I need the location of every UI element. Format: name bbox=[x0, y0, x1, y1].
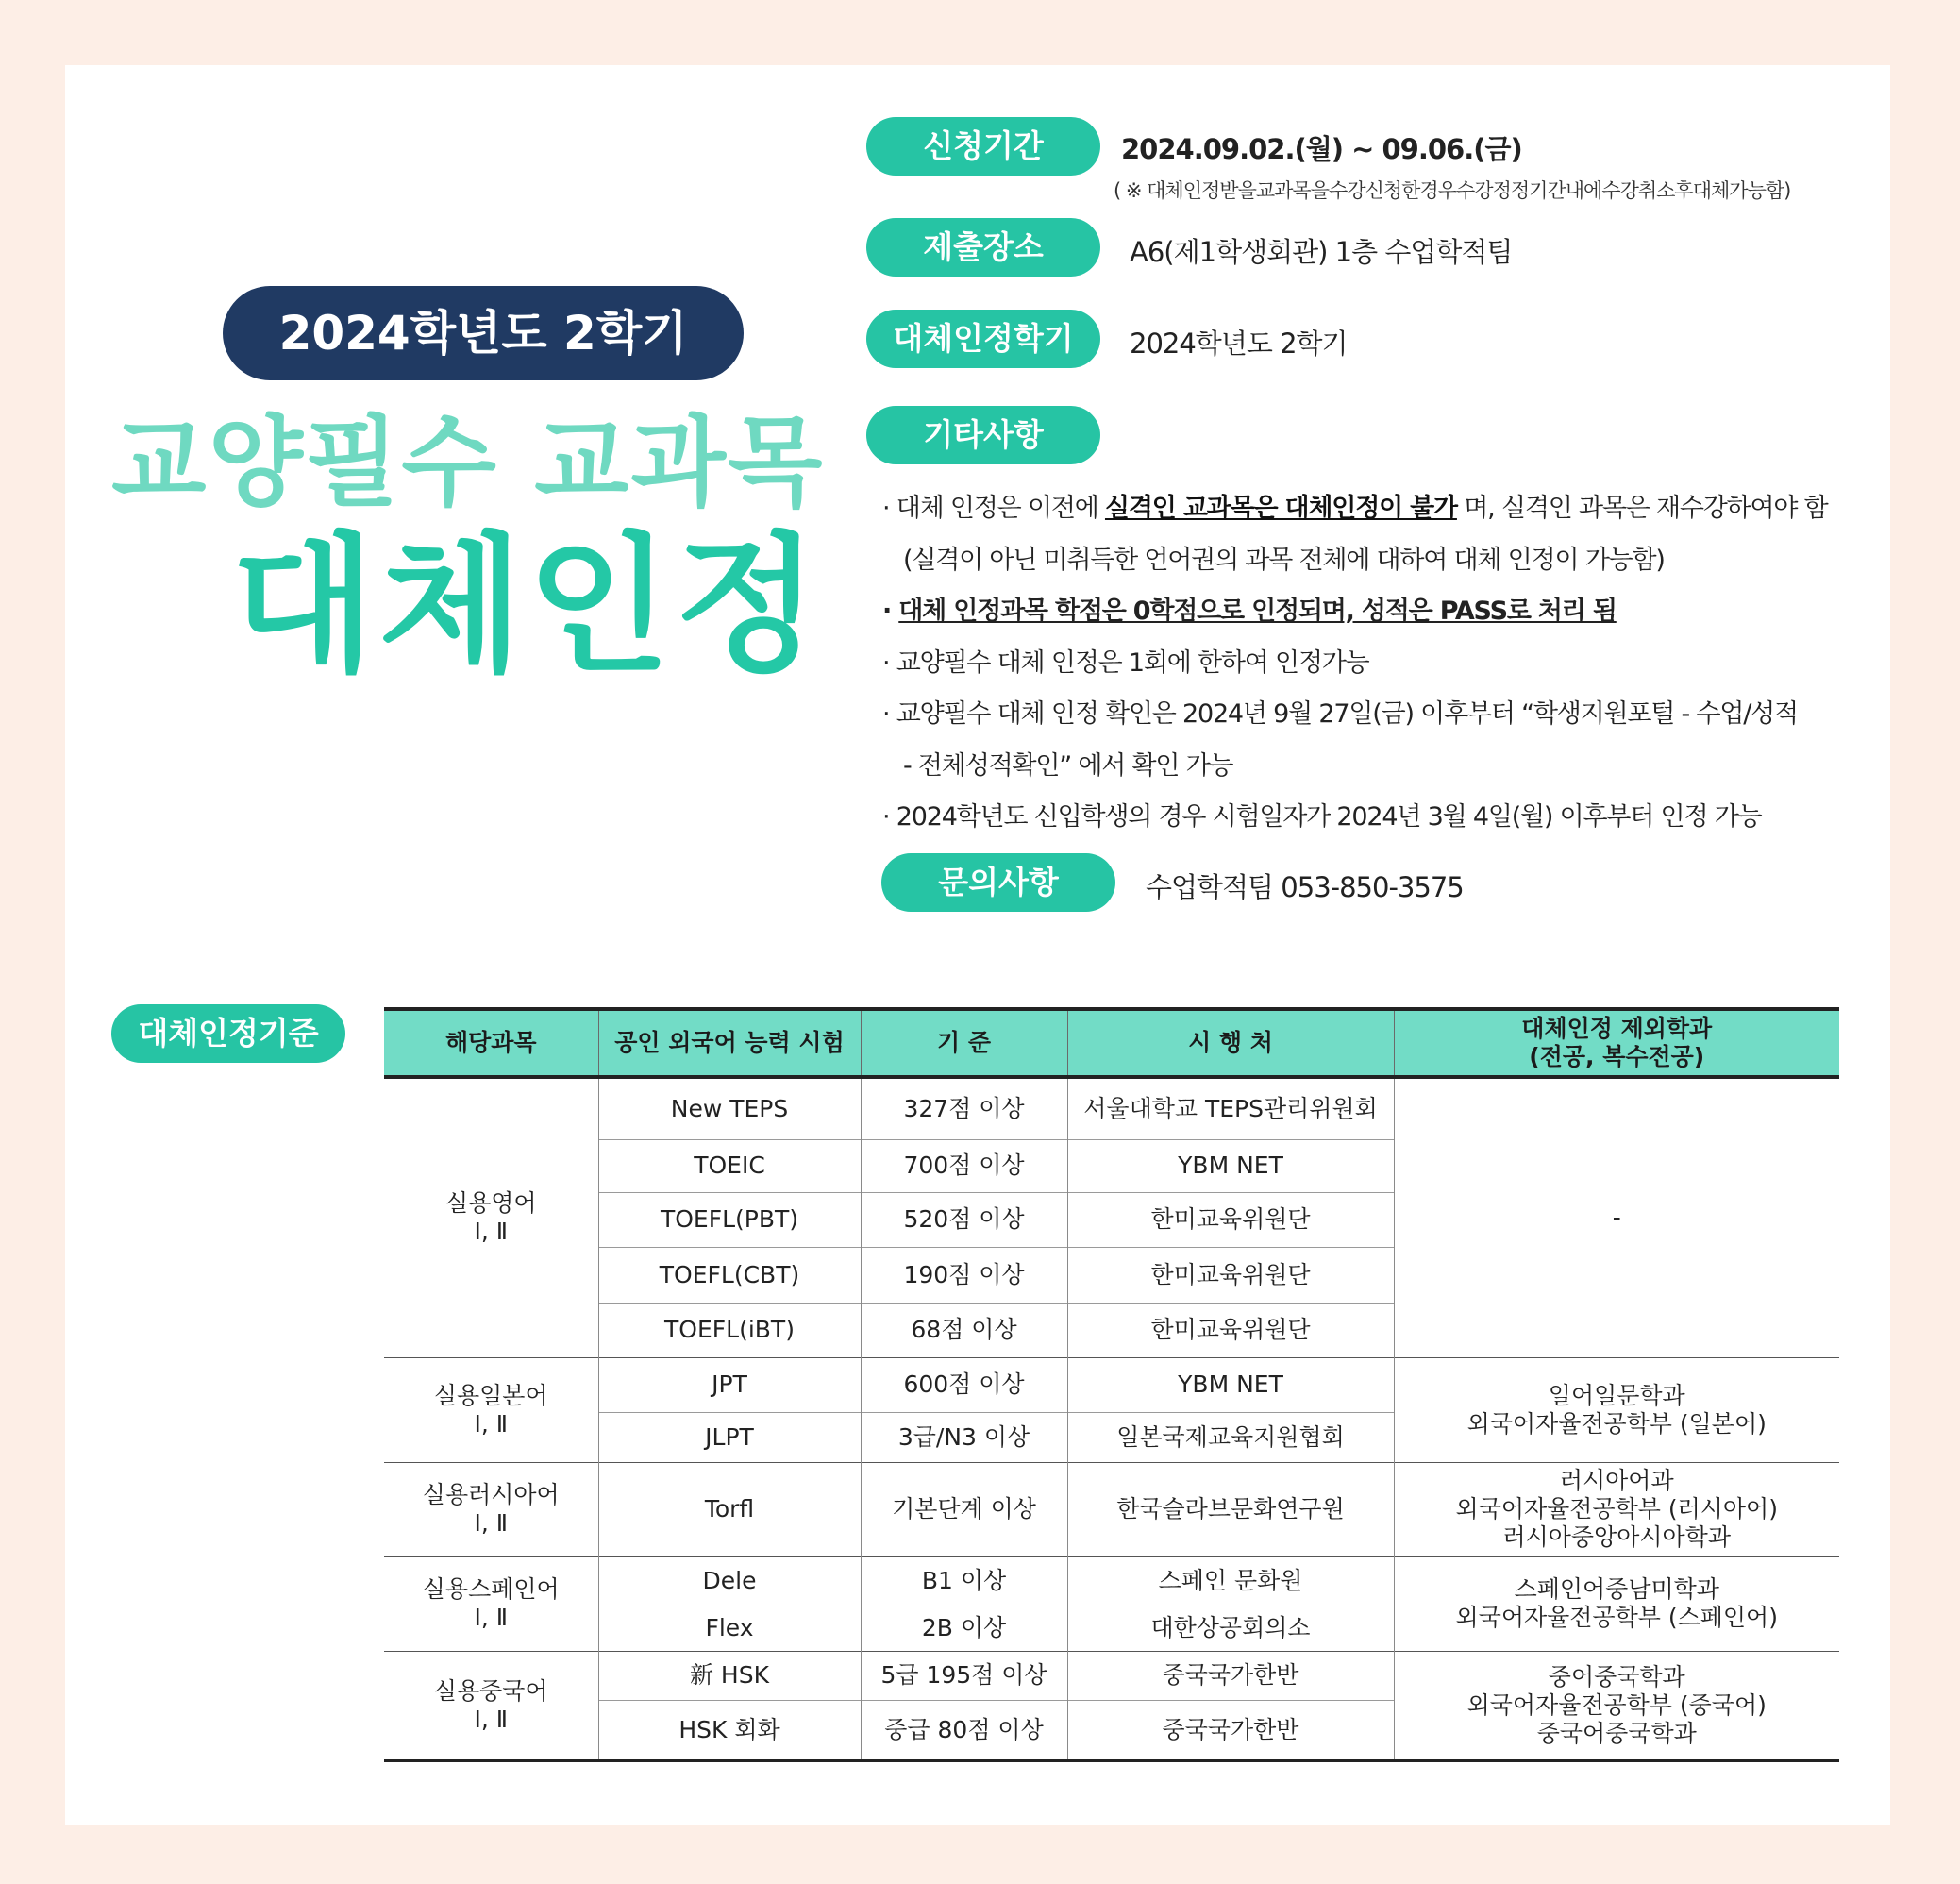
subject-chinese: 실용중국어 bbox=[433, 1676, 548, 1705]
exam-cell: 新 HSK bbox=[598, 1651, 861, 1700]
table-row bbox=[384, 1556, 1839, 1606]
criteria-cell: 5급 195점 이상 bbox=[861, 1651, 1067, 1700]
period-label-pill: 신청기간 bbox=[866, 117, 1100, 176]
criteria-cell: 중급 80점 이상 bbox=[861, 1700, 1067, 1760]
bullet-4: · 교양필수 대체 인정 확인은 2024년 9월 27일(금) 이후부터 “학생지원포털 - 수업/성적 bbox=[882, 699, 1798, 729]
subject-spanish-levels: Ⅰ, Ⅱ bbox=[474, 1604, 509, 1631]
table-row bbox=[384, 1077, 1839, 1139]
exam-cell: TOEFL(PBT) bbox=[598, 1192, 861, 1247]
organizer-cell: 대한상공회의소 bbox=[1067, 1606, 1394, 1651]
criteria-cell: 기본단계 이상 bbox=[861, 1462, 1067, 1556]
criteria-cell: 68점 이상 bbox=[861, 1303, 1067, 1357]
etc-bullet-list bbox=[882, 483, 1845, 844]
organizer-cell: 중국국가한반 bbox=[1067, 1700, 1394, 1760]
criteria-cell: 327점 이상 bbox=[861, 1077, 1067, 1139]
excluded-chinese-2: 외국어자율전공학부 (중국어) bbox=[1466, 1691, 1767, 1719]
term-value: 2024학년도 2학기 bbox=[1130, 328, 1348, 360]
criteria-cell: 600점 이상 bbox=[861, 1357, 1067, 1412]
bullet-1-pre: · 대체 인정은 이전에 bbox=[882, 494, 1105, 523]
exam-cell: TOEIC bbox=[598, 1139, 861, 1192]
header-organizer: 시 행 처 bbox=[1067, 1009, 1394, 1077]
criteria-cell: 2B 이상 bbox=[861, 1606, 1067, 1651]
exam-cell: Flex bbox=[598, 1606, 861, 1651]
table-row bbox=[384, 1462, 1839, 1556]
criteria-table bbox=[384, 1007, 1839, 1762]
bullet-1-emphasis: 실격인 교과목은 대체인정이 불가 bbox=[1104, 494, 1457, 523]
criteria-cell: B1 이상 bbox=[861, 1556, 1067, 1606]
bullet-1 bbox=[882, 483, 1845, 535]
bullet-2-dot: · bbox=[882, 597, 899, 626]
bullet-3: · 교양필수 대체 인정은 1회에 한하여 인정가능 bbox=[882, 648, 1369, 678]
title-line-1: 교양필수 교과목 bbox=[111, 405, 825, 520]
subject-cell-english bbox=[384, 1077, 598, 1357]
contact-label-pill: 문의사항 bbox=[881, 853, 1115, 912]
exam-cell: Dele bbox=[598, 1556, 861, 1606]
place-label-pill: 제출장소 bbox=[866, 218, 1100, 277]
bullet-2 bbox=[882, 586, 1845, 638]
excluded-japanese-1: 일어일문학과 bbox=[1548, 1381, 1685, 1409]
organizer-cell: 한미교육위원단 bbox=[1067, 1247, 1394, 1303]
semester-badge: 2024학년도 2학기 bbox=[223, 286, 744, 380]
bullet-5: · 2024학년도 신입학생의 경우 시험일자가 2024년 3월 4일(월) 이후부터 인정 가능 bbox=[882, 802, 1762, 832]
subject-russian-levels: Ⅰ, Ⅱ bbox=[474, 1509, 509, 1537]
subject-spanish: 실용스페인어 bbox=[422, 1575, 560, 1603]
header-subject: 해당과목 bbox=[384, 1009, 598, 1077]
bullet-2-text: 대체 인정과목 학점은 0학점으로 인정되며, 성적은 PASS로 처리 됨 bbox=[898, 597, 1617, 626]
subject-chinese-levels: Ⅰ, Ⅱ bbox=[474, 1705, 509, 1733]
subject-english-levels: Ⅰ, Ⅱ bbox=[474, 1218, 509, 1246]
organizer-cell: YBM NET bbox=[1067, 1139, 1394, 1192]
subject-cell-japanese bbox=[384, 1357, 598, 1462]
organizer-cell: 한국슬라브문화연구원 bbox=[1067, 1462, 1394, 1556]
subject-japanese: 실용일본어 bbox=[433, 1381, 548, 1409]
header-excluded-line2: (전공, 복수전공) bbox=[1529, 1043, 1705, 1070]
criteria-cell: 3급/N3 이상 bbox=[861, 1412, 1067, 1462]
organizer-cell: YBM NET bbox=[1067, 1357, 1394, 1412]
bullet-4-continued: - 전체성적확인” 에서 확인 가능 bbox=[903, 750, 1233, 781]
period-note: ( ※ 대체인정받을교과목을수강신청한경우수강정정기간내에수강취소후대체가능함) bbox=[1114, 179, 1791, 202]
excluded-chinese-1: 중어중국학과 bbox=[1548, 1662, 1685, 1691]
header-excluded bbox=[1394, 1009, 1839, 1077]
excluded-spanish-1: 스페인어중남미학과 bbox=[1514, 1575, 1719, 1603]
term-label-pill: 대체인정학기 bbox=[866, 310, 1100, 368]
subject-english: 실용영어 bbox=[444, 1189, 537, 1218]
excluded-cell-chinese bbox=[1394, 1651, 1839, 1760]
organizer-cell: 중국국가한반 bbox=[1067, 1651, 1394, 1700]
excluded-cell-japanese bbox=[1394, 1357, 1839, 1462]
table-header-row bbox=[384, 1009, 1839, 1077]
excluded-russian-3: 러시아중앙아시아학과 bbox=[1502, 1523, 1731, 1551]
header-exam: 공인 외국어 능력 시험 bbox=[598, 1009, 861, 1077]
etc-label-pill: 기타사항 bbox=[866, 406, 1100, 464]
table-row bbox=[384, 1357, 1839, 1412]
title-line-2: 대체인정 bbox=[231, 519, 823, 693]
excluded-cell-english: - bbox=[1394, 1077, 1839, 1357]
excluded-russian-2: 외국어자율전공학부 (러시아어) bbox=[1455, 1495, 1778, 1522]
excluded-russian-1: 러시아어과 bbox=[1559, 1467, 1674, 1494]
organizer-cell: 서울대학교 TEPS관리위원회 bbox=[1067, 1077, 1394, 1139]
exam-cell: HSK 회화 bbox=[598, 1700, 861, 1760]
organizer-cell: 한미교육위원단 bbox=[1067, 1303, 1394, 1357]
subject-japanese-levels: Ⅰ, Ⅱ bbox=[474, 1409, 509, 1438]
header-excluded-line1: 대체인정 제외학과 bbox=[1521, 1015, 1713, 1042]
organizer-cell: 스페인 문화원 bbox=[1067, 1556, 1394, 1606]
place-value: A6(제1학생회관) 1층 수업학적팀 bbox=[1130, 236, 1513, 268]
criteria-label-pill: 대체인정기준 bbox=[111, 1004, 345, 1063]
bullet-1-continued: (실격이 아닌 미취득한 언어권의 과목 전체에 대하여 대체 인정이 가능함) bbox=[903, 545, 1665, 575]
excluded-cell-spanish bbox=[1394, 1556, 1839, 1651]
subject-cell-chinese bbox=[384, 1651, 598, 1760]
subject-cell-spanish bbox=[384, 1556, 598, 1651]
excluded-cell-russian bbox=[1394, 1462, 1839, 1556]
exam-cell: JLPT bbox=[598, 1412, 861, 1462]
organizer-cell: 일본국제교육지원협회 bbox=[1067, 1412, 1394, 1462]
period-value: 2024.09.02.(월) ~ 09.06.(금) bbox=[1121, 133, 1522, 165]
table-row bbox=[384, 1651, 1839, 1700]
subject-russian: 실용러시아어 bbox=[422, 1481, 560, 1508]
contact-value: 수업학적팀 053-850-3575 bbox=[1146, 871, 1464, 903]
excluded-chinese-3: 중국어중국학과 bbox=[1536, 1719, 1697, 1747]
header-criteria: 기 준 bbox=[861, 1009, 1067, 1077]
criteria-cell: 520점 이상 bbox=[861, 1192, 1067, 1247]
exam-cell: Torfl bbox=[598, 1462, 861, 1556]
organizer-cell: 한미교육위원단 bbox=[1067, 1192, 1394, 1247]
criteria-cell: 700점 이상 bbox=[861, 1139, 1067, 1192]
excluded-japanese-2: 외국어자율전공학부 (일본어) bbox=[1466, 1409, 1767, 1438]
subject-cell-russian bbox=[384, 1462, 598, 1556]
bullet-1-post: 며, 실격인 과목은 재수강하여야 함 bbox=[1456, 494, 1828, 523]
excluded-spanish-2: 외국어자율전공학부 (스페인어) bbox=[1455, 1604, 1778, 1631]
exam-cell: New TEPS bbox=[598, 1077, 861, 1139]
exam-cell: TOEFL(iBT) bbox=[598, 1303, 861, 1357]
exam-cell: TOEFL(CBT) bbox=[598, 1247, 861, 1303]
exam-cell: JPT bbox=[598, 1357, 861, 1412]
criteria-cell: 190점 이상 bbox=[861, 1247, 1067, 1303]
